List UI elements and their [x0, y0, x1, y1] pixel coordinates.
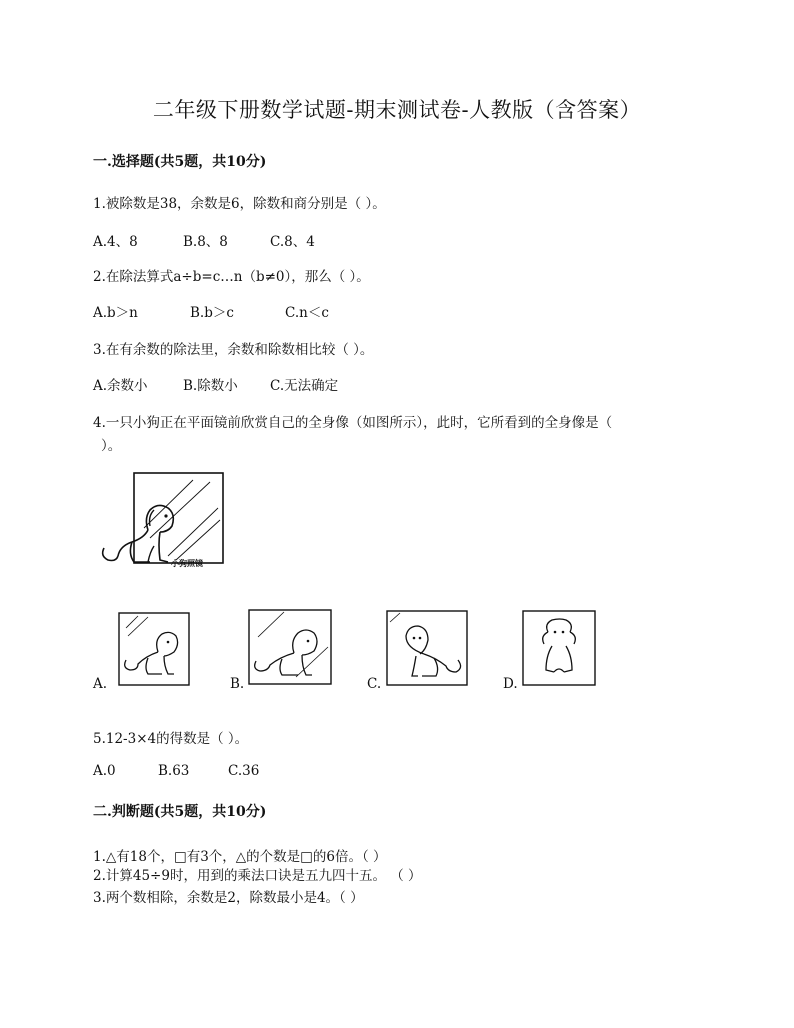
page-title: 二年级下册数学试题-期末测试卷-人教版（含答案）: [152, 98, 642, 122]
q4-option-a-label: A.: [93, 676, 108, 692]
dog-facing-left-icon: [386, 610, 468, 686]
q4-option-c-label: C.: [367, 676, 382, 692]
q1-option-c: C.8、4: [270, 234, 315, 250]
section-2-heading: 二.判断题(共5题，共10分): [93, 804, 267, 820]
question-5: 5.12-3×4的得数是（ ）。: [93, 731, 249, 747]
dog-facing-right-icon: [118, 612, 190, 686]
q4-option-b-image: [248, 609, 332, 689]
q4-option-d-image: [522, 610, 596, 690]
q2-option-b: B.b＞c: [190, 305, 234, 321]
q3-option-c: C.无法确定: [270, 378, 339, 394]
q4-option-b-label: B.: [230, 676, 245, 692]
q1-option-b: B.8、8: [183, 234, 228, 250]
q4-option-a-image: [118, 612, 190, 690]
question-4-line-2: ）。: [101, 438, 122, 454]
question-4-line-1: 4.一只小狗正在平面镜前欣赏自己的全身像（如图所示），此时，它所看到的全身像是（: [93, 415, 613, 431]
dog-mirror-figure: [98, 468, 228, 576]
question-1: 1.被除数是38，余数是6，除数和商分别是（ ）。: [93, 196, 386, 212]
question-2: 2.在除法算式a÷b=c…n（b≠0），那么（ ）。: [93, 269, 370, 285]
judgement-item-2: 2.计算45÷9时，用到的乘法口诀是五九四十五。 （ ）: [93, 868, 422, 884]
q4-option-d-label: D.: [503, 676, 518, 692]
q2-option-a: A.b＞n: [93, 305, 138, 321]
dog-mirror-illustration: [98, 468, 228, 576]
dog-facing-front-icon: [522, 610, 596, 686]
q4-option-c-image: [386, 610, 468, 690]
q1-option-a: A.4、8: [93, 234, 138, 250]
figure-caption: 小狗照镜: [171, 558, 203, 568]
q2-option-c: C.n＜c: [285, 305, 329, 321]
judgement-item-1: 1.△有18个，□有3个，△的个数是□的6倍。（ ）: [93, 849, 387, 865]
question-3: 3.在有余数的除法里，余数和除数相比较（ ）。: [93, 342, 374, 358]
dog-with-mirror-icon: [248, 609, 332, 685]
q5-option-b: B.63: [158, 763, 190, 779]
q3-option-a: A.余数小: [93, 378, 148, 394]
q3-option-b: B.除数小: [183, 378, 238, 394]
q5-option-c: C.36: [228, 763, 260, 779]
section-1-heading: 一.选择题(共5题，共10分): [93, 154, 267, 170]
q5-option-a: A.0: [93, 763, 116, 779]
judgement-item-3: 3.两个数相除，余数是2，除数最小是4。（ ）: [93, 890, 364, 906]
